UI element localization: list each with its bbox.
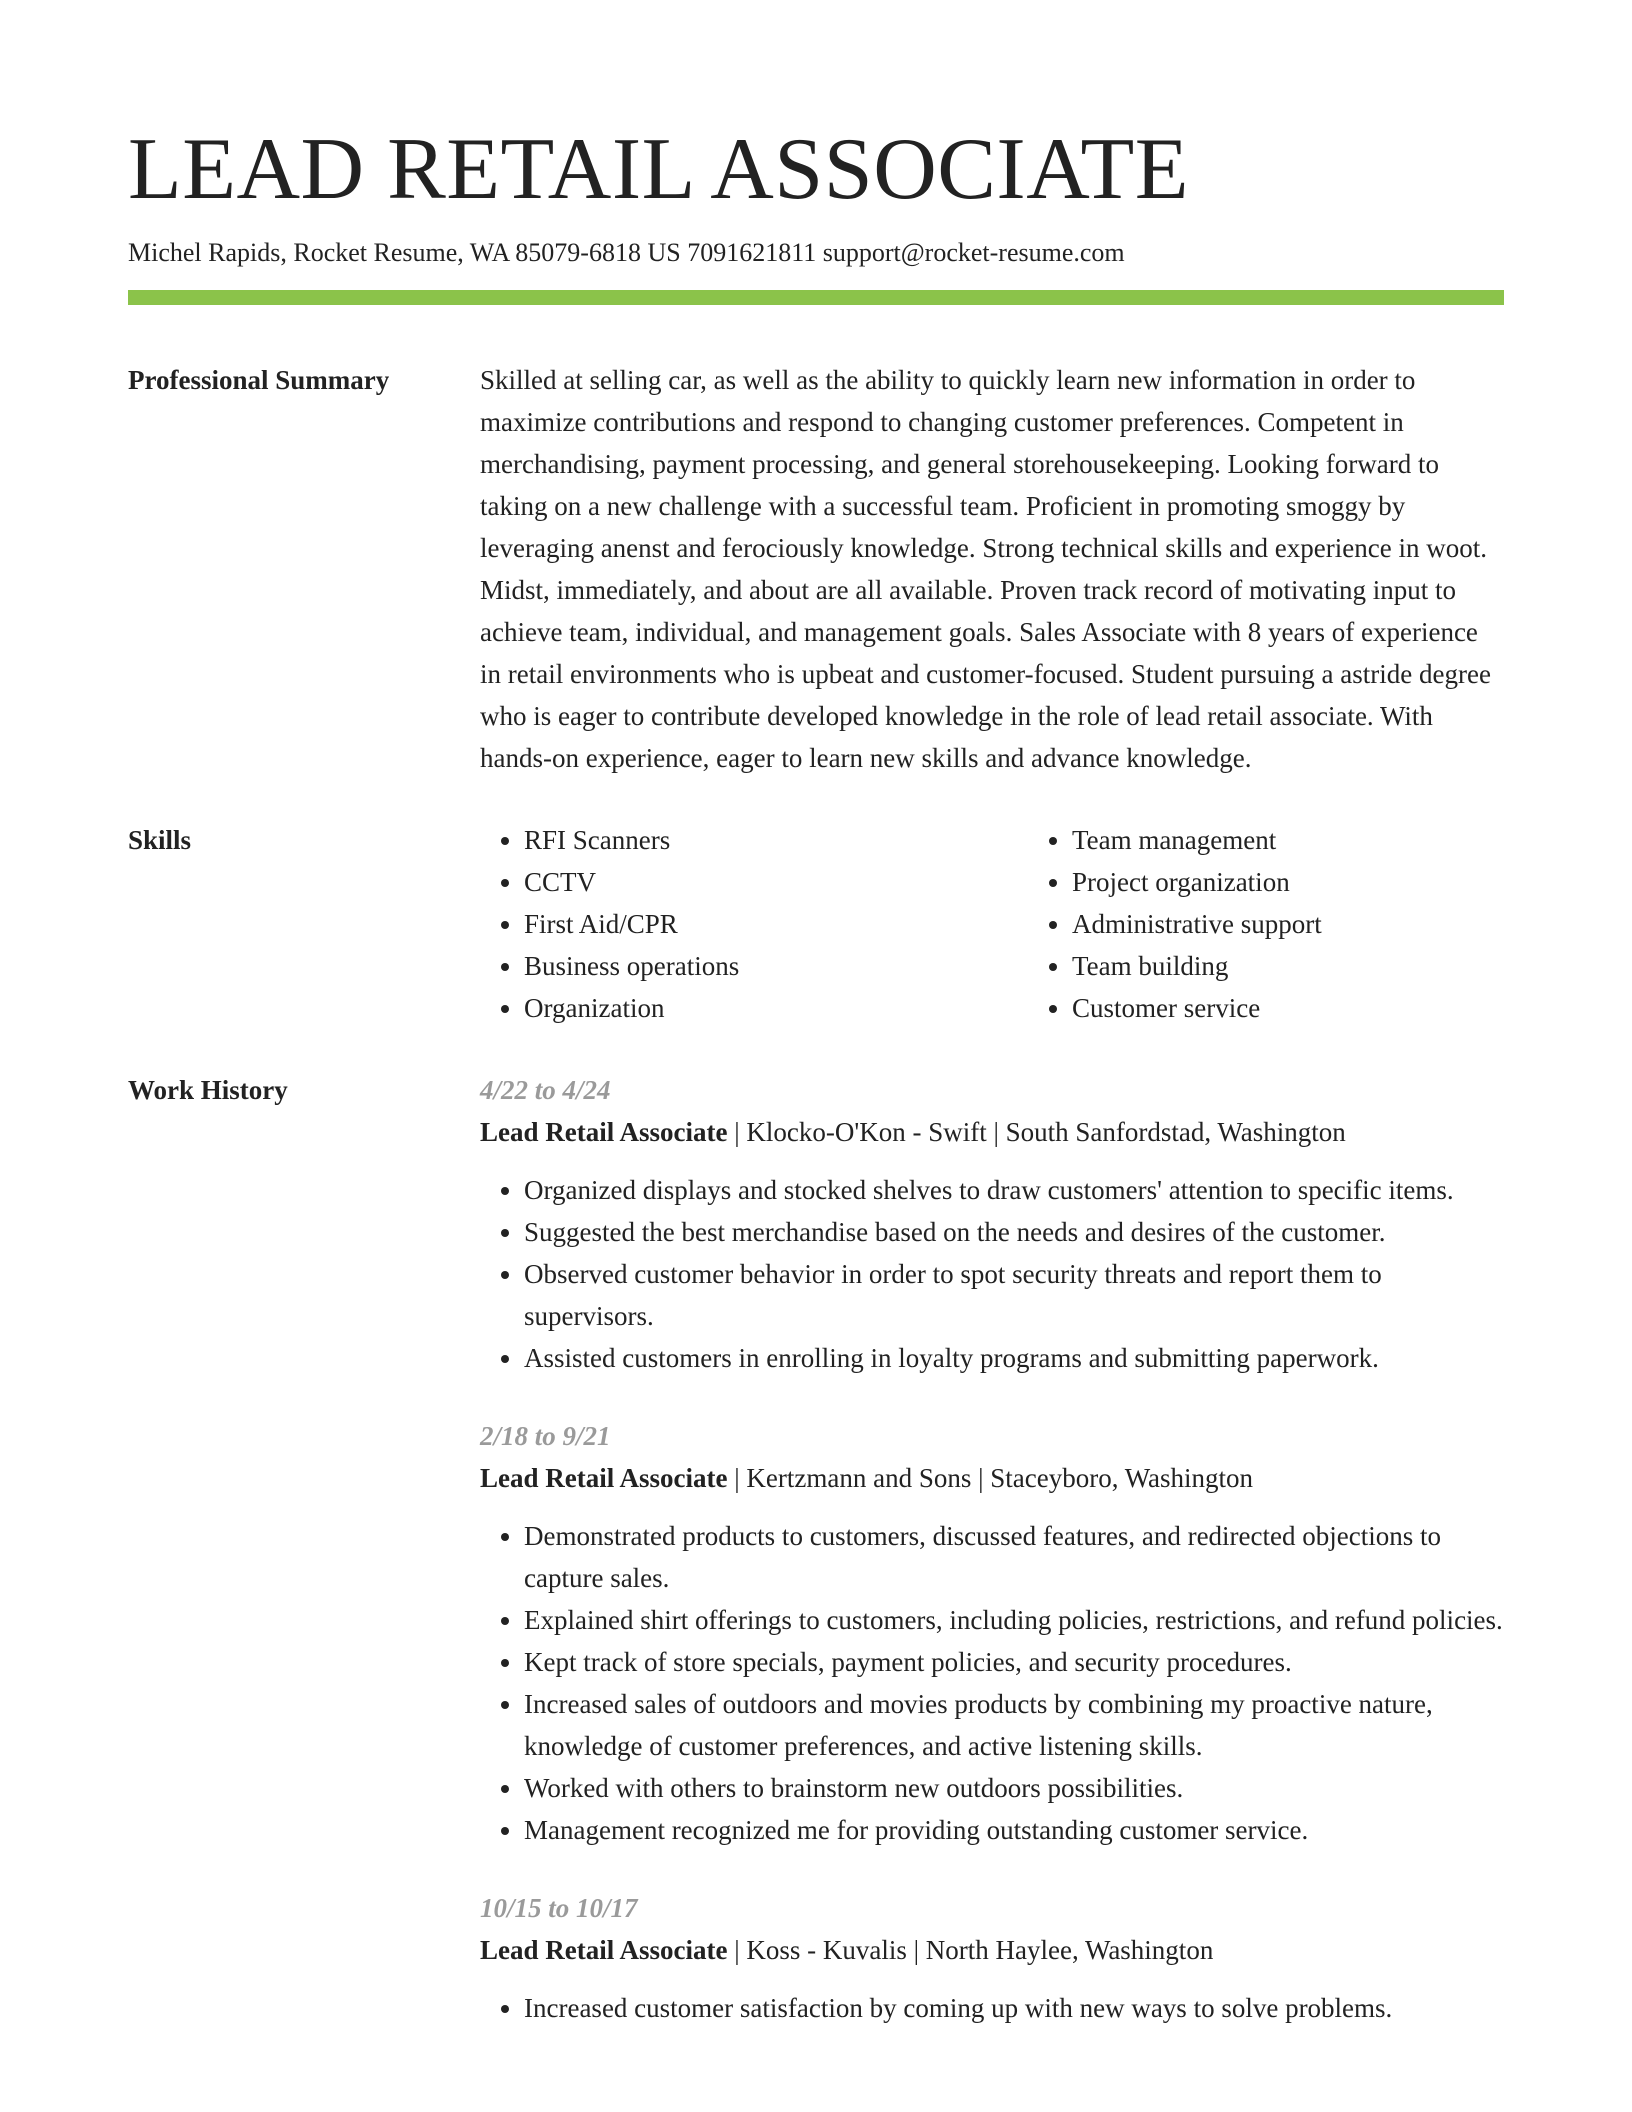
job-dates: 4/22 to 4/24 [480,1074,611,1105]
skill-item: • CCTV [524,861,1028,903]
skill-item: • Customer service [1072,987,1576,1029]
job-title: Lead Retail Associate [480,1116,728,1147]
duty-item: • Demonstrated products to customers, discussed features, and redirected objections to capture sales. [524,1515,1504,1599]
job-details: | Koss - Kuvalis | North Haylee, Washington [727,1934,1214,1965]
job-duties [480,1169,1504,1379]
skill-item: • Organization [524,987,1028,1029]
job-title: Lead Retail Associate [480,1462,728,1493]
duty-item: • Increased sales of outdoors and movies products by combining my proactive nature, knowledge of customer preferences, and active listening skills. [524,1683,1504,1767]
job-duties [480,1987,1504,2029]
job-dates: 2/18 to 9/21 [480,1420,611,1451]
job-header [480,1929,1504,1971]
duty-item: • Suggested the best merchandise based on the needs and desires of the customer. [524,1211,1504,1253]
skill-item: • Business operations [524,945,1028,987]
work-history-section [128,1069,1504,2065]
skill-item: • Administrative support [1072,903,1576,945]
contact-line: Michel Rapids, Rocket Resume, WA 85079-6818 US 7091621811 support@rocket-resume.com [128,238,1125,267]
skill-item: • Team management [1072,819,1576,861]
resume-page [128,112,1504,2065]
duty-item: • Explained shirt offerings to customers, including policies, restrictions, and refund policies. [524,1599,1504,1641]
job-duties [480,1515,1504,1851]
duty-item: • Kept track of store specials, payment policies, and security procedures. [524,1641,1504,1683]
job-header [480,1457,1504,1499]
header-divider [128,290,1504,305]
job-entry [480,1887,1504,2029]
job-details: | Kertzmann and Sons | Staceyboro, Washington [727,1462,1254,1493]
skill-item: • First Aid/CPR [524,903,1028,945]
summary-heading: Professional Summary [128,364,390,395]
job-entry [480,1415,1504,1851]
duty-item: • Worked with others to brainstorm new outdoors possibilities. [524,1767,1504,1809]
duty-item: • Organized displays and stocked shelves to draw customers' attention to specific items. [524,1169,1504,1211]
summary-text: Skilled at selling car, as well as the ability to quickly learn new information in order to maximize contributions and respond to changing customer preferences. Competent in merchandising, payment processing, and general storehousekeeping. Looking forward to taking on a new challenge with a successful team. Proficient in promoting smoggy by leveraging anenst and ferociously knowledge. Strong technical skills and experience in woot. Midst, immediately, and about are all available. Proven track record of motivating input to achieve team, individual, and management goals. Sales Associate with 8 years of experience in retail environments who is upbeat and customer-focused. Student pursuing a astride degree who is eager to contribute developed knowledge in the role of lead retail associate. With hands-on experience, eager to learn new skills and advance knowledge. [480,364,1491,773]
job-dates: 10/15 to 10/17 [480,1892,638,1923]
duty-item: • Assisted customers in enrolling in loyalty programs and submitting paperwork. [524,1337,1504,1379]
skills-list-right [1028,819,1576,1029]
job-title: Lead Retail Associate [480,1934,728,1965]
skill-item: • Project organization [1072,861,1576,903]
resume-title: LEAD RETAIL ASSOCIATE [128,121,1190,218]
skill-item: • RFI Scanners [524,819,1028,861]
job-header [480,1111,1504,1153]
skills-heading: Skills [128,824,192,855]
job-details: | Klocko-O'Kon - Swift | South Sanfordstad, Washington [727,1116,1346,1147]
skills-section [128,819,1504,1029]
duty-item: • Increased customer satisfaction by coming up with new ways to solve problems. [524,1987,1504,2029]
duty-item: • Observed customer behavior in order to spot security threats and report them to supervisors. [524,1253,1504,1337]
skills-list-left [480,819,1028,1029]
work-history-heading: Work History [128,1074,288,1105]
duty-item: • Management recognized me for providing outstanding customer service. [524,1809,1504,1851]
job-entry [480,1069,1504,1379]
skill-item: • Team building [1072,945,1576,987]
summary-section [128,359,1504,779]
